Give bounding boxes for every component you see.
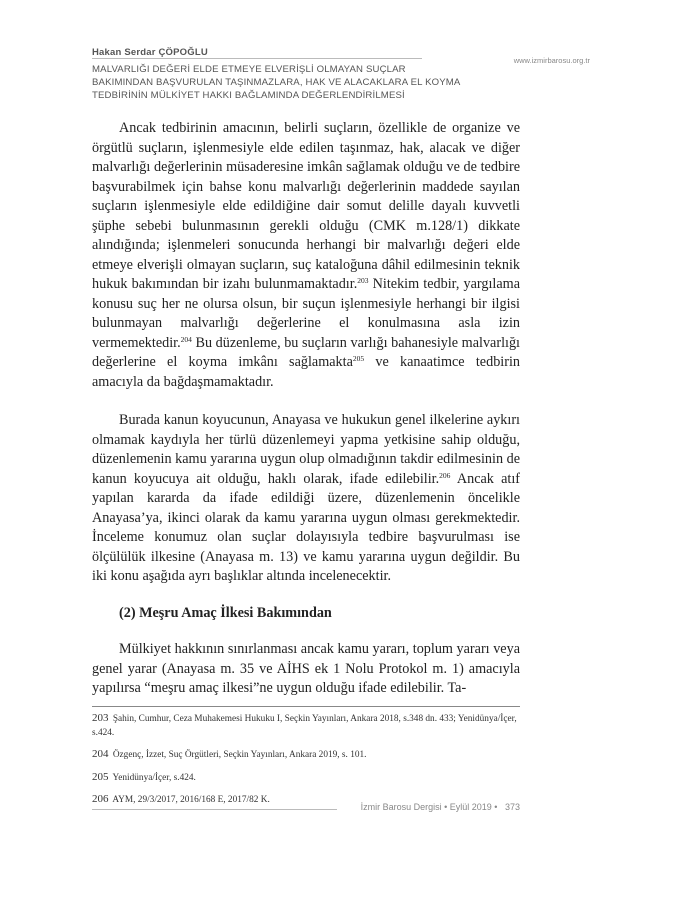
page-number: 373 <box>504 802 520 812</box>
footnote-text: AYM, 29/3/2017, 2016/168 E, 2017/82 K. <box>112 795 270 805</box>
footnote-ref: 205 <box>352 354 365 363</box>
text-run: Bu düzenleme, bu suçların varlığı bahanesiyle malvarlığı değerlerine el koyma imkânı sağlamakta <box>92 334 520 370</box>
text-run: Nitekim tedbir, yargılama konusu suç her ne olursa olsun, bir suçun işlenmesiyle herhangi bir ilgisi bulunmayan malvarlığı değerlerine el konulmasına asla izin vermemektedir. <box>92 276 520 351</box>
header-author: Hakan Serdar ÇÖPOĞLU <box>92 47 208 58</box>
footnote-divider <box>92 706 520 707</box>
footnote-number: 203 <box>92 712 109 724</box>
footnote-ref: 204 <box>180 334 192 344</box>
body-text <box>92 119 520 699</box>
text-run: Ancak atıf yapılan kararda da ifade edildiği üzere, düzenlemenin öncelikle Anayasa’ya, ikinci olarak da kamu yararına uygun olması gerekmektedir. İnceleme konumuz olan suçlar dolayısıyla tedbire başvurulması ise ölçülülük ilkesine (Anayasa m. 13) ve kamu yararına uygun değildir. Bu iki konu aşağıda ayrı başlıklar altında incelenecektir. <box>92 470 520 584</box>
footnote-ref: 203 <box>357 276 369 285</box>
paragraph <box>92 119 520 392</box>
footnotes <box>92 712 520 816</box>
text-run: ve kanaatimce tedbirin amacıyla da bağdaşmamaktadır. <box>92 354 520 390</box>
paragraph: Mülkiyet hakkının sınırlanması ancak kamu yararı, toplum yararı veya genel yarar (Anayasa m. 35 ve AİHS ek 1 Nolu Protokol m. 1) amacıyla yapılırsa “meşru amaç ilkesi”ne uygun olduğu ifade edilebilir. Ta- <box>92 641 520 696</box>
text-run: Burada kanun koyucunun, Anayasa ve hukukun genel ilkelerine aykırı olmamak kaydıyla her türlü düzenlemeyi yapma yetkisine sahip olduğu, düzenlemenin kamu yararına uygun olup olmadığının takdir edilmesinin de kanun koyucuya ait olduğu, haklı olarak, ifade edilebilir. <box>92 412 520 487</box>
footer-divider <box>92 809 337 810</box>
header-title-line: BAKIMINDAN BAŞVURULAN TAŞINMAZLARA, HAK VE ALACAKLARA EL KOYMA <box>92 77 461 88</box>
paragraph <box>92 411 520 587</box>
header-title-line: MALVARLIĞI DEĞERİ ELDE ETMEYE ELVERİŞLİ OLMAYAN SUÇLAR <box>92 64 406 75</box>
footnote-text: Yenidünya/İçer, s.424. <box>112 772 196 783</box>
header-divider <box>92 58 422 59</box>
footnote <box>92 771 520 786</box>
header-title-line: TEDBİRİNİN MÜLKİYET HAKKI BAĞLAMINDA DEĞERLENDİRİLMESİ <box>92 90 405 101</box>
text-run: Ancak tedbirinin amacının, belirli suçların, özellikle de organize ve örgütlü suçların, işlenmesiyle elde edilen taşınmaz, hak, alacak ve diğer malvarlığı değerlerinin müsaderesine imkân sağlamak olduğu ve de tedbire başvurabilmek için bahse konu malvarlığı değerlerinin maddede sayılan suçların işlenmesiyle elde edildiğine dair somut delille dayalı kuvvetli şüphe sebebi bulunmasının gerekli olduğu (CMK m.128/1) dikkate alındığında; işlenmeleri sonucunda herhangi bir malvarlığı değeri elde etmeye elverişli olmayan suçların, suç kataloğuna dâhil edilmesinin teknik hukuk bakımından bir izahı bulunmamaktadır. <box>92 120 520 292</box>
footnote-number: 204 <box>92 748 109 760</box>
header-article-title <box>92 63 552 102</box>
footnote-text: Şahin, Cumhur, Ceza Muhakemesi Hukuku I, Seçkin Yayınları, Ankara 2018, s.348 dn. 433; Yenidünya/İçer, s.424. <box>92 714 517 738</box>
footnote-text: Özgenç, İzzet, Suç Örgütleri, Seçkin Yayınları, Ankara 2019, s. 101. <box>112 750 367 760</box>
footnote-ref: 206 <box>439 470 451 480</box>
page-footer <box>320 802 520 812</box>
footnote-number: 205 <box>92 770 109 783</box>
journal-name: İzmir Barosu Dergisi • Eylül 2019 • <box>360 802 498 812</box>
footnote-number: 206 <box>92 793 109 805</box>
footnote <box>92 712 520 740</box>
header-website: www.izmirbarosu.org.tr <box>513 56 590 65</box>
section-heading: (2) Meşru Amaç İlkesi Bakımından <box>119 604 332 621</box>
footnote <box>92 748 520 763</box>
